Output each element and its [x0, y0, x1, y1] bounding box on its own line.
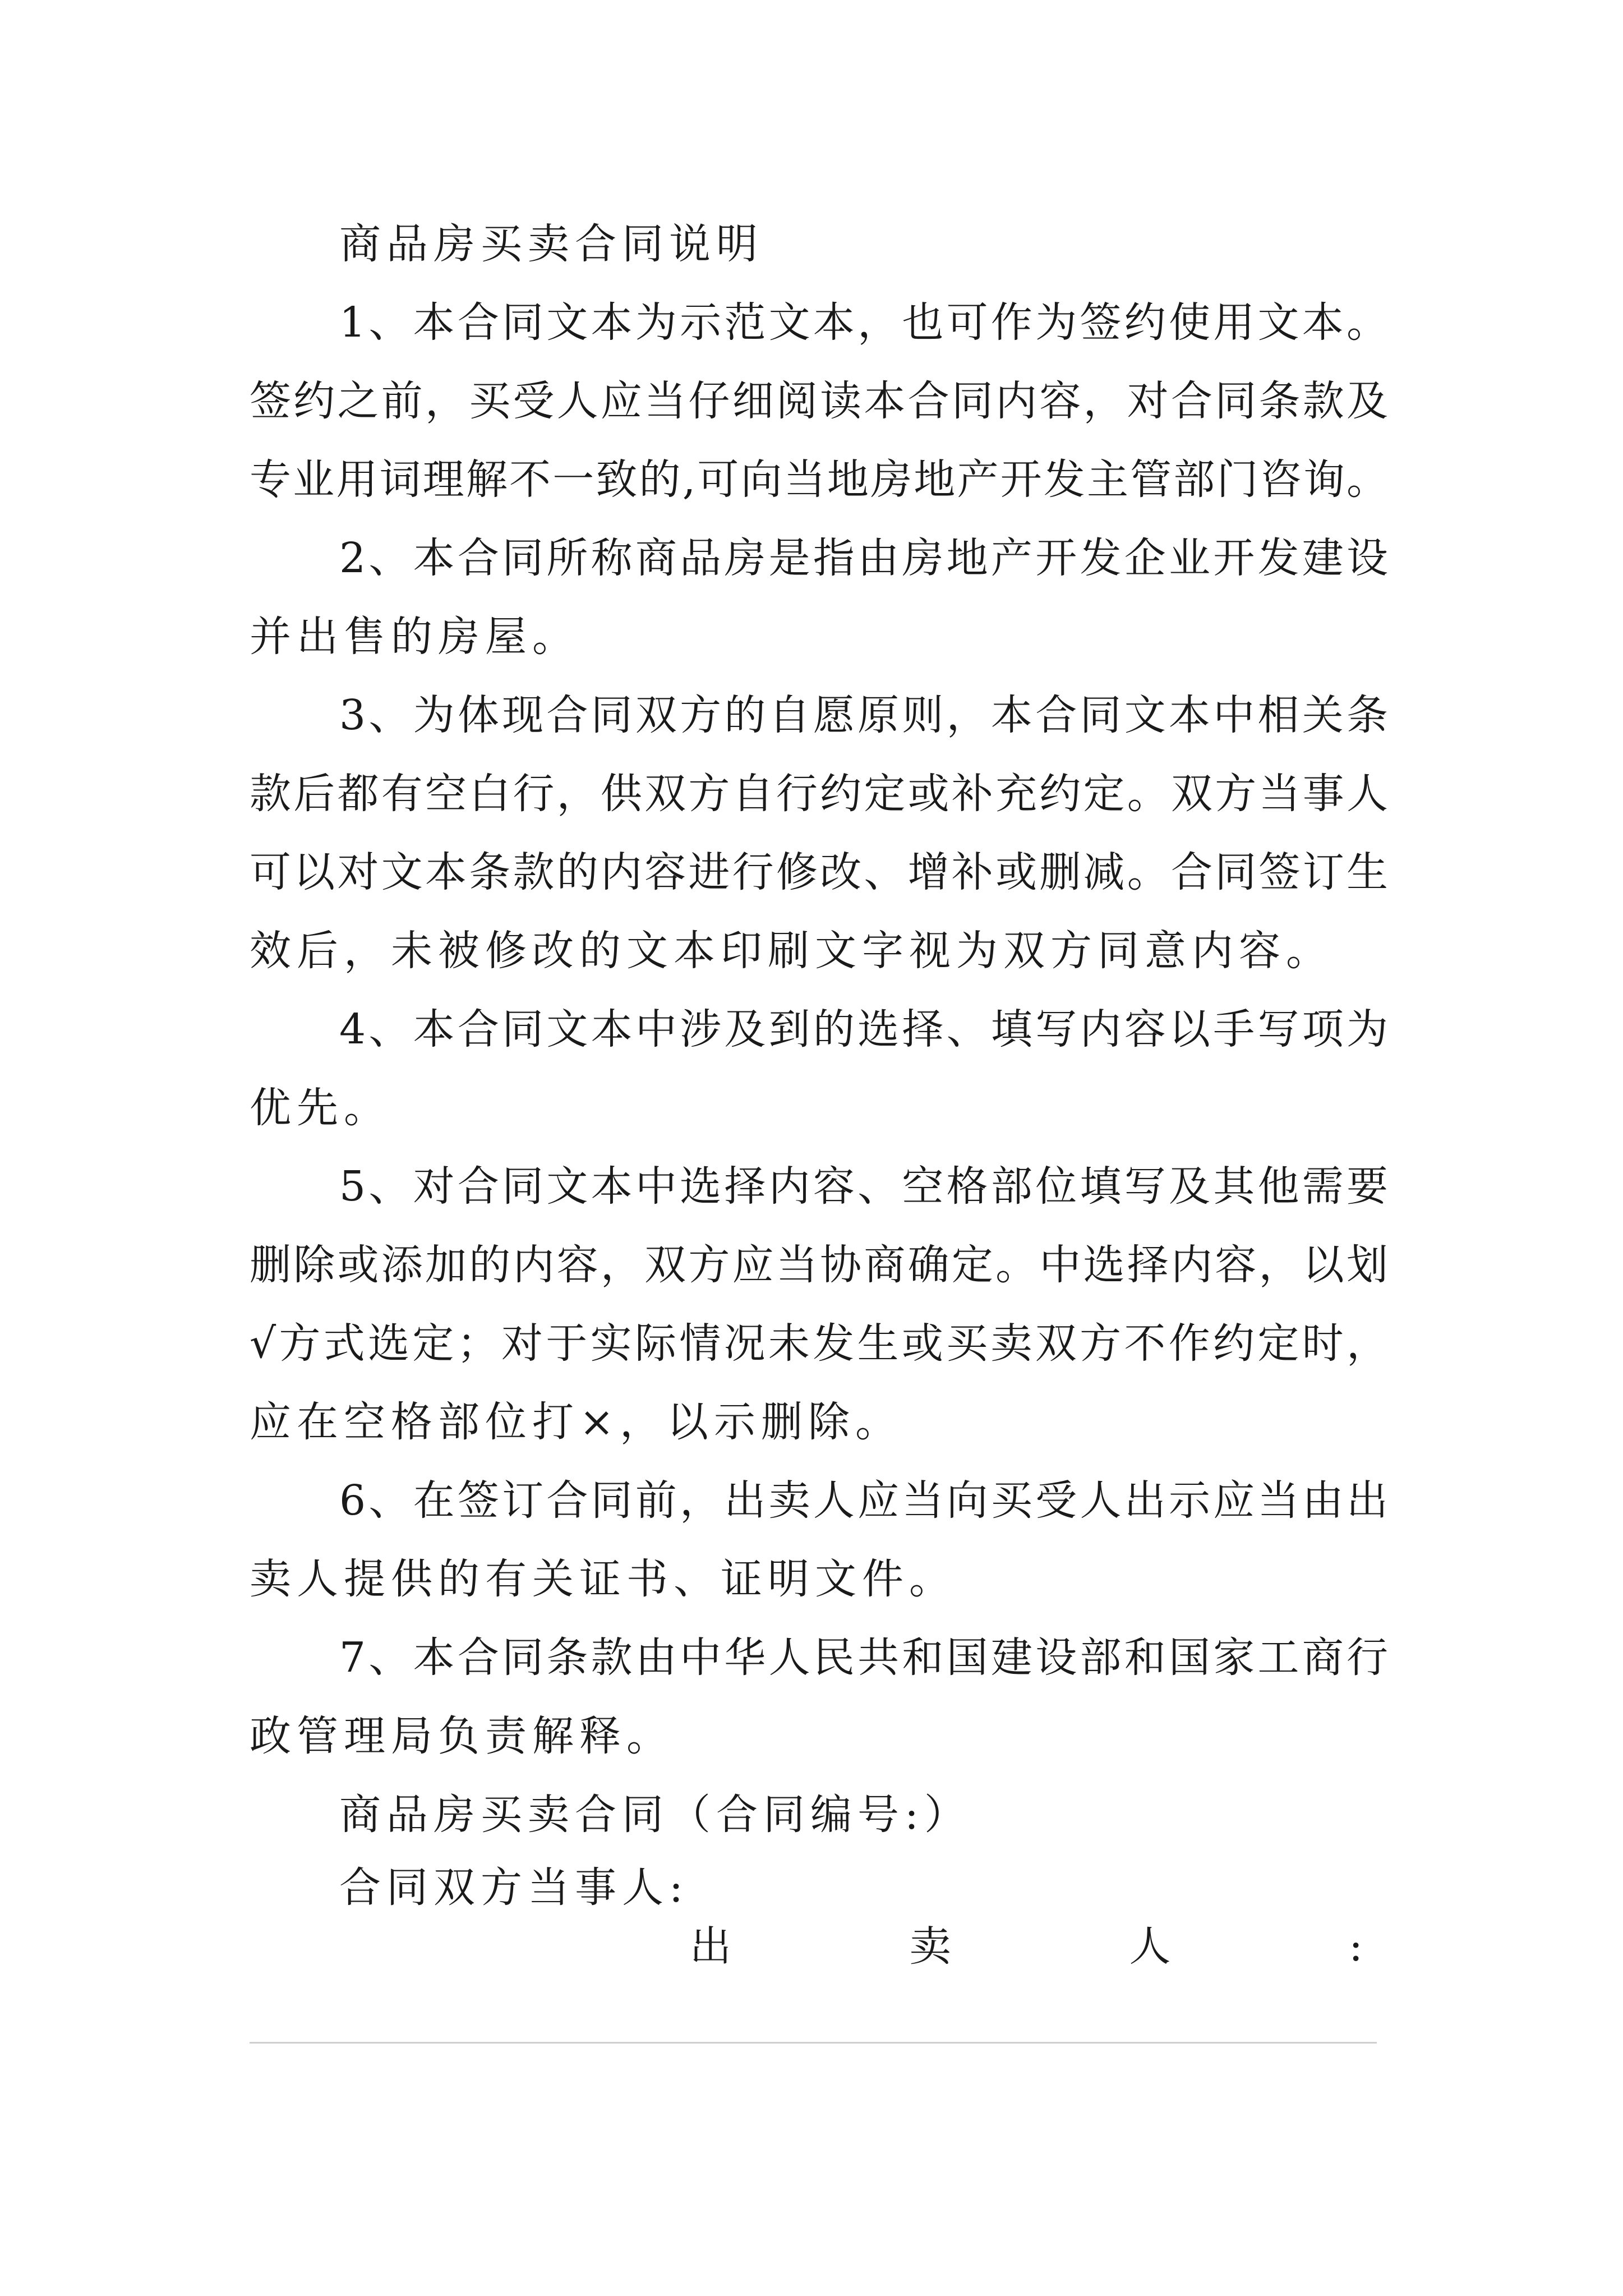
clause-5-line-3: √方式选定；对于实际情况未发生或买卖双方不作约定时，: [250, 1319, 1388, 1368]
clause-3-line-1: 3、为体现合同双方的自愿原则，本合同文本中相关条: [339, 691, 1388, 739]
clause-7-line-1: 7、本合同条款由中华人民共和国建设部和国家工商行: [339, 1634, 1388, 1682]
seller-char-2: 卖: [909, 1922, 951, 1971]
clause-5-line-1: 5、对合同文本中选择内容、空格部位填写及其他需要: [339, 1162, 1388, 1211]
clause-7-line-2: 政管理局负责解释。: [250, 1712, 674, 1760]
contract-title: 商品房买卖合同（合同编号:）: [339, 1791, 971, 1839]
clause-2-line-2: 并出售的房屋。: [250, 613, 579, 661]
document-heading: 商品房买卖合同说明: [339, 220, 763, 268]
seller-fill-rule: [250, 2042, 1377, 2044]
seller-char-3: 人: [1129, 1922, 1171, 1971]
clause-2-line-1: 2、本合同所称商品房是指由房地产开发企业开发建设: [339, 534, 1388, 582]
clause-3-line-4: 效后，未被修改的文本印刷文字视为双方同意内容。: [250, 927, 1333, 975]
seller-char-4: :: [1349, 1922, 1363, 1971]
clause-1-line-3: 专业用词理解不一致的,可向当地房地产开发主管部门咨询。: [250, 455, 1388, 504]
seller-char-1: 出: [690, 1922, 731, 1971]
clause-6-line-1: 6、在签订合同前，出卖人应当向买受人出示应当由出: [339, 1476, 1388, 1525]
clause-5-line-4: 应在空格部位打×，以示删除。: [250, 1398, 903, 1446]
parties-label: 合同双方当事人:: [339, 1864, 689, 1912]
clause-6-line-2: 卖人提供的有关证书、证明文件。: [250, 1555, 956, 1603]
clause-4-line-2: 优先。: [250, 1084, 391, 1132]
clause-4-line-1: 4、本合同文本中涉及到的选择、填写内容以手写项为: [339, 1005, 1388, 1053]
clause-1-line-2: 签约之前，买受人应当仔细阅读本合同内容，对合同条款及: [250, 377, 1388, 425]
clause-1-line-1: 1、本合同文本为示范文本，也可作为签约使用文本。: [339, 298, 1388, 347]
clause-5-line-2: 删除或添加的内容，双方应当协商确定。中选择内容，以划: [250, 1241, 1388, 1289]
clause-3-line-2: 款后都有空白行，供双方自行约定或补充约定。双方当事人: [250, 770, 1388, 818]
clause-3-line-3: 可以对文本条款的内容进行修改、增补或删减。合同签订生: [250, 848, 1388, 896]
seller-line: [690, 1907, 1363, 1986]
